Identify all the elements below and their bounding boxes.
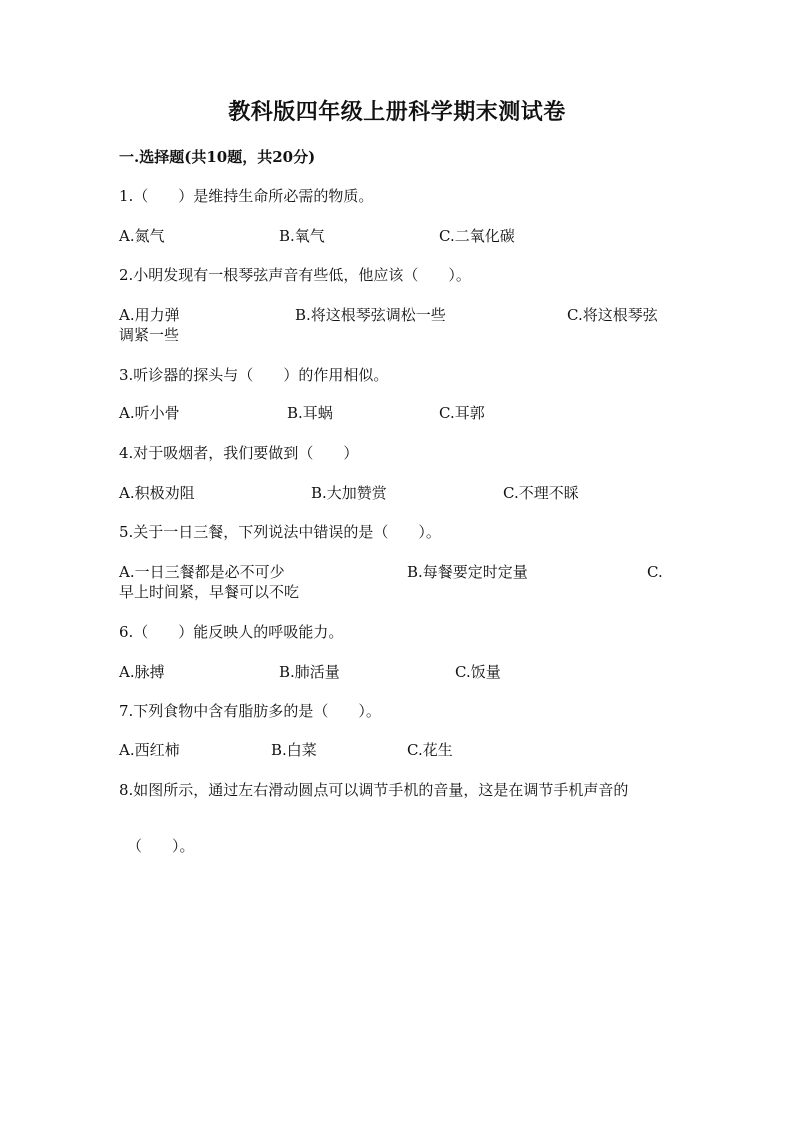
- question-3-option-b: B.耳蜗: [287, 404, 333, 422]
- question-1-option-b: B.氧气: [279, 227, 325, 245]
- question-5-stem: 5.关于一日三餐，下列说法中错误的是（ ）。: [119, 523, 441, 541]
- question-2-option-a: A.用力弹: [119, 306, 180, 324]
- question-7-option-a: A.西红柿: [119, 741, 180, 759]
- question-4-option-b: B.大加赞赏: [311, 484, 387, 502]
- question-5-option-c-continuation: 早上时间紧，早餐可以不吃: [119, 583, 300, 601]
- page-title: 教科版四年级上册科学期末测试卷: [228, 99, 566, 125]
- question-5-option-b: B.每餐要定时定量: [407, 563, 528, 581]
- question-7-option-c: C.花生: [407, 741, 453, 759]
- question-6-option-b: B.肺活量: [279, 663, 340, 681]
- question-1-option-c: C.二氧化碳: [439, 227, 515, 245]
- question-2-option-c: C.将这根琴弦: [567, 306, 658, 324]
- question-2-option-b: B.将这根琴弦调松一些: [295, 306, 446, 324]
- question-3-option-c: C.耳郭: [439, 404, 485, 422]
- question-6-option-a: A.脉搏: [119, 663, 165, 681]
- question-5-option-c: C.: [647, 563, 663, 581]
- question-6-stem: 6.（ ）能反映人的呼吸能力。: [119, 623, 344, 641]
- question-1-option-a: A.氮气: [119, 227, 165, 245]
- question-1-stem: 1.（ ）是维持生命所必需的物质。: [119, 187, 374, 205]
- question-8-continuation: （ ）。: [127, 837, 195, 855]
- question-7-stem: 7.下列食物中含有脂肪多的是（ ）。: [119, 702, 381, 720]
- question-3-option-a: A.听小骨: [119, 404, 180, 422]
- question-8-stem: 8.如图所示，通过左右滑动圆点可以调节手机的音量，这是在调节手机声音的: [119, 781, 629, 799]
- question-5-option-a: A.一日三餐都是必不可少: [119, 563, 285, 581]
- section-heading: 一.选择题(共10题，共20分): [119, 148, 316, 166]
- question-4-stem: 4.对于吸烟者，我们要做到（ ）: [119, 444, 359, 462]
- question-4-option-a: A.积极劝阻: [119, 484, 195, 502]
- question-3-stem: 3.听诊器的探头与（ ）的作用相似。: [119, 366, 389, 384]
- question-2-option-c-continuation: 调紧一些: [119, 326, 180, 344]
- question-4-option-c: C.不理不睬: [503, 484, 579, 502]
- question-2-stem: 2.小明发现有一根琴弦声音有些低，他应该（ ）。: [119, 266, 471, 284]
- question-7-option-b: B.白菜: [271, 741, 317, 759]
- question-6-option-c: C.饭量: [455, 663, 501, 681]
